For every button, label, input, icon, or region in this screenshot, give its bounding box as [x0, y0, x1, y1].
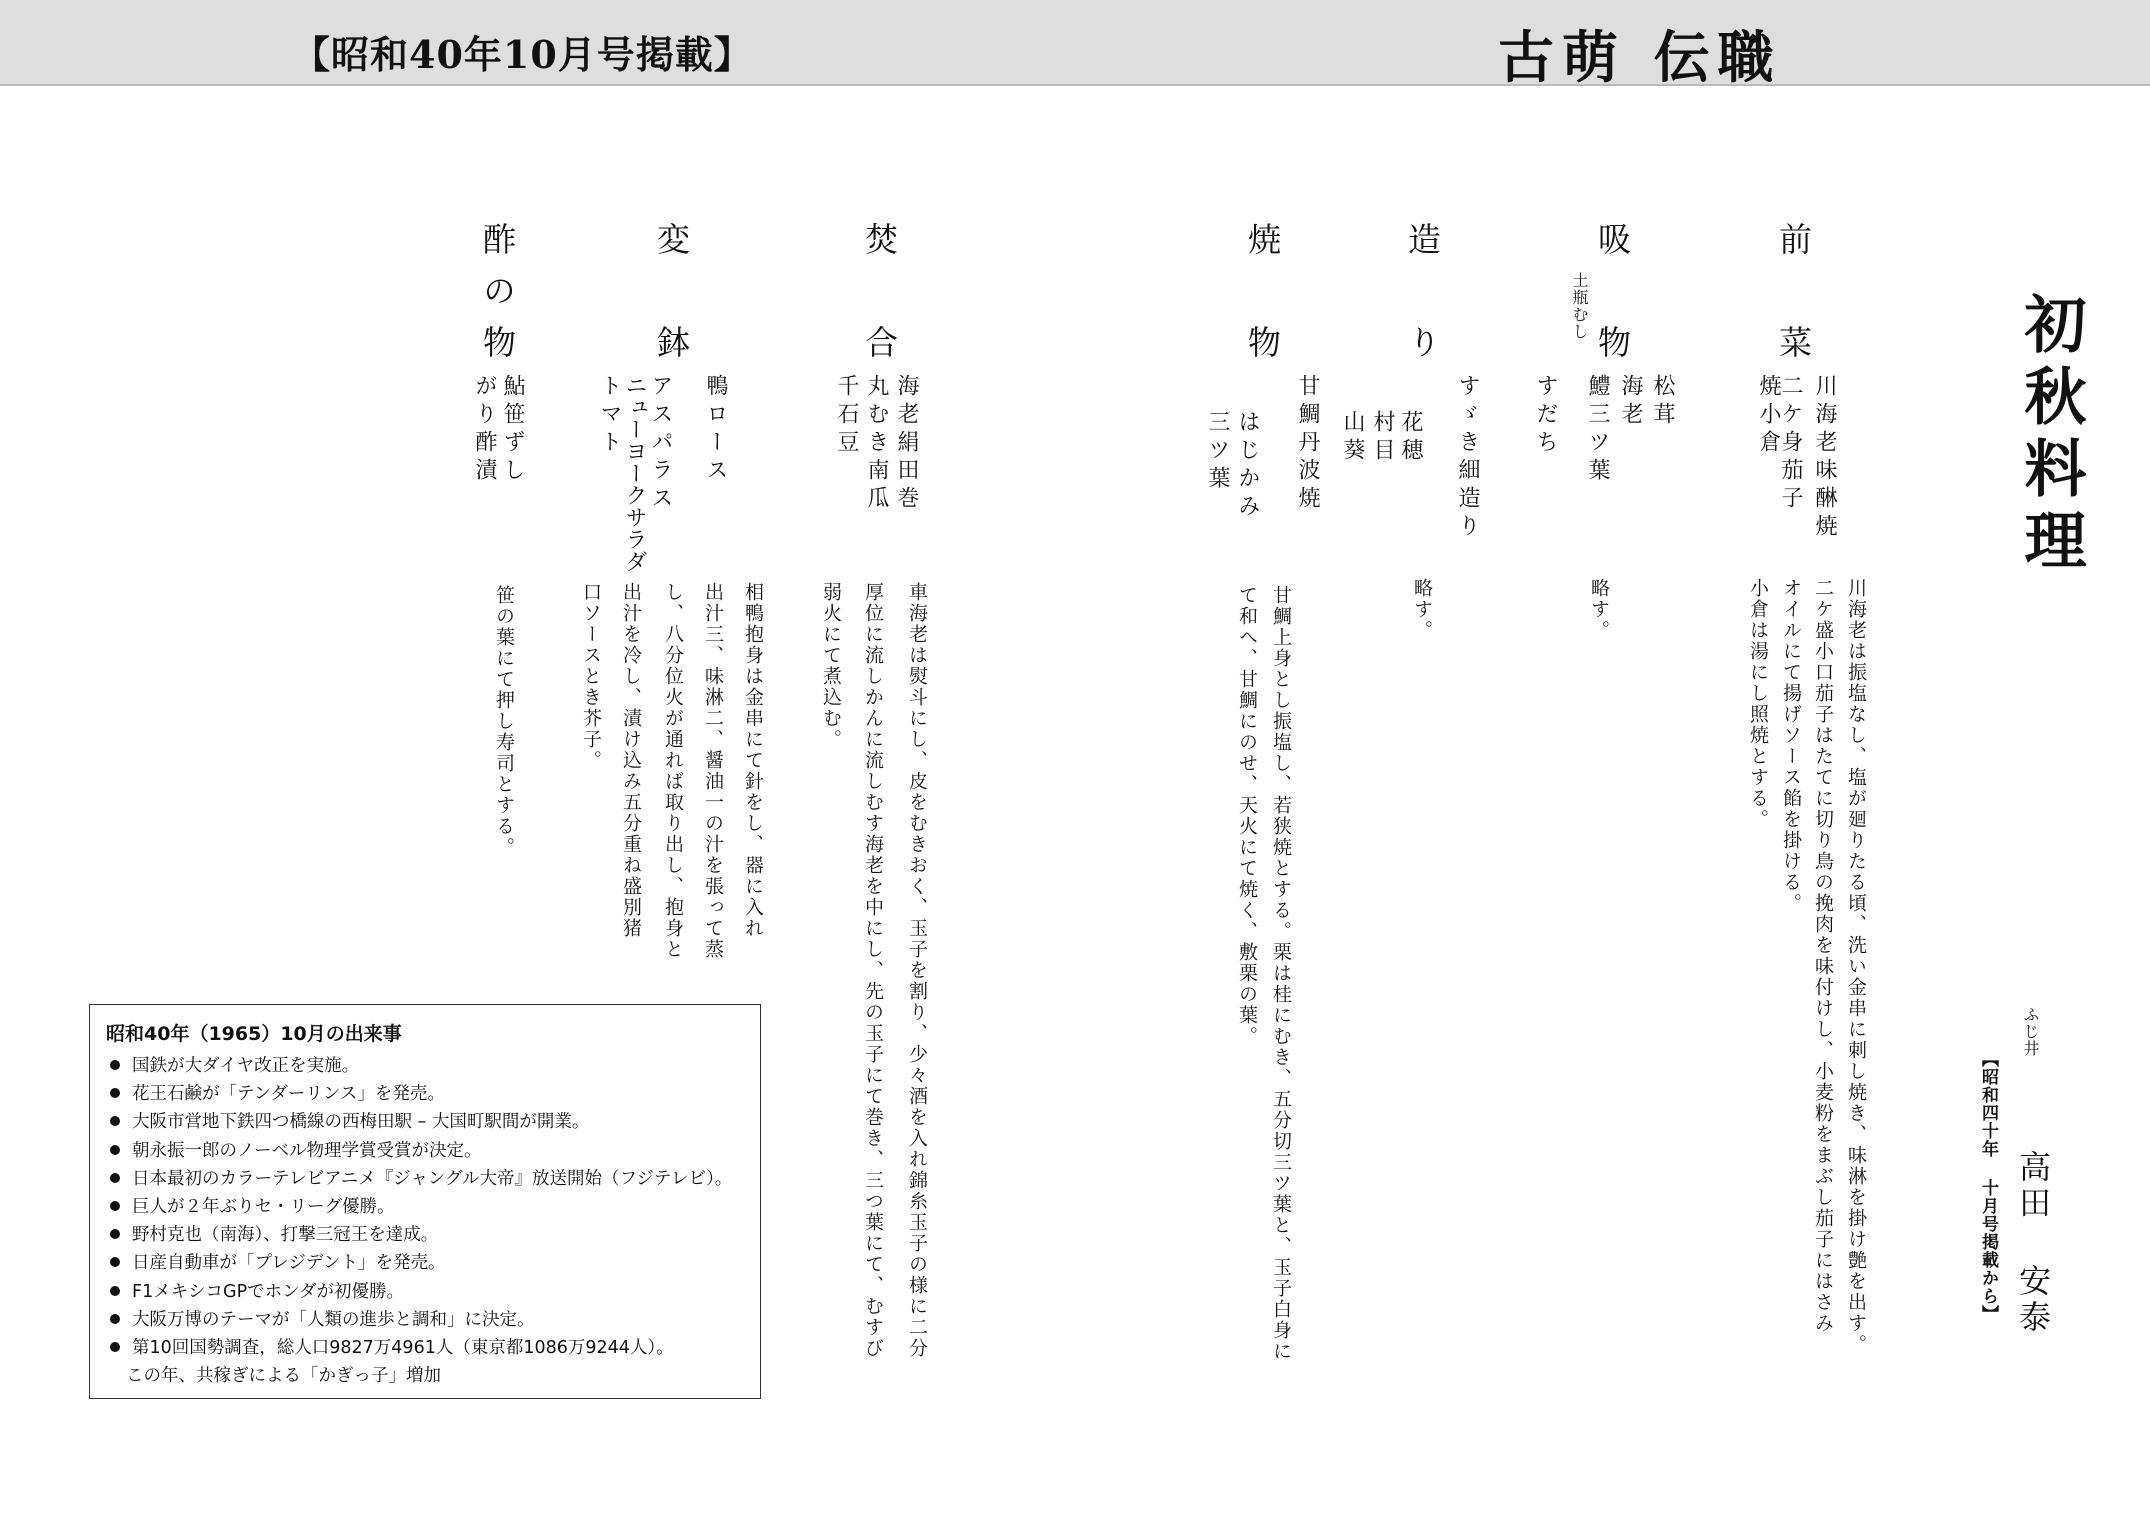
list-item: 大阪万博のテーマが「人類の進歩と調和」に決定。	[106, 1306, 744, 1334]
dish-zensai-2: 二ケ身茄子	[1778, 374, 1803, 514]
list-item: 朝永振一郎のノーベル物理学賞受賞が決定。	[106, 1137, 744, 1165]
note-zensai-1: 川海老は振塩なし、塩が廻りたる頃、洗い金串に刺し焼き、味淋を掛け艶を出す。	[1845, 578, 1867, 1355]
dish-kawaribachi-2: アスパラス	[648, 374, 673, 514]
note-kawaribachi-2: 出汁三、味淋二、醤油一の汁を張って蒸	[702, 582, 724, 960]
note-yakimono-1: 甘鯛上身とし振塩し、若狭焼とする。栗は桂にむき、五分切三ツ葉と、玉子白身に	[1270, 585, 1292, 1362]
dish-suimono-1: 松茸	[1650, 374, 1675, 430]
dish-kawaribachi-4: トマト	[597, 374, 622, 458]
author-furigana: ふじ井	[2021, 1006, 2040, 1057]
bullet-icon	[110, 1229, 120, 1239]
dish-tsukuri-4: 山葵	[1340, 410, 1365, 466]
dish-takiawase-3: 千石豆	[834, 374, 859, 458]
category-takiawase: 焚 合	[860, 222, 899, 358]
dish-yakimono-2: はじかみ	[1235, 410, 1260, 522]
events-list	[106, 1052, 744, 1362]
note-takiawase-2: 厚位に流しかんに流しむす海老を中にし、先の玉子にて巻き、三つ葉にて、むすび	[862, 582, 884, 1359]
dish-kawaribachi-1: 鴨ロース	[703, 374, 728, 486]
dish-sunomono-2: がり酢漬	[472, 374, 497, 486]
category-zensai: 前 菜	[1774, 222, 1813, 358]
events-heading: 昭和40年（1965）10月の出来事	[106, 1023, 402, 1045]
bullet-icon	[110, 1116, 120, 1126]
dish-kawaribachi-3: ニューヨークサラダ	[622, 374, 647, 572]
header-bar	[0, 0, 2150, 91]
note-kawaribachi-3: し、八分位火が通れば取り出し、抱身と	[662, 582, 684, 960]
note-tsukuri: 略す。	[1411, 578, 1433, 641]
note-zensai-4: 小倉は湯にし照焼とする。	[1747, 578, 1769, 830]
bullet-icon	[110, 1173, 120, 1183]
dish-suimono-2: 海老	[1618, 374, 1643, 430]
author-name: 高田 安泰	[2014, 1150, 2052, 1336]
list-item: 日本最初のカラーテレビアニメ『ジャングル大帝』放送開始（フジテレビ）。	[106, 1165, 744, 1193]
bullet-icon	[110, 1060, 120, 1070]
bullet-icon	[110, 1314, 120, 1324]
note-zensai-3: オイルにて揚げソース餡を掛ける。	[1780, 578, 1802, 914]
note-kawaribachi-4: 出汁を冷し、漬け込み五分重ね盛別猪	[620, 582, 642, 939]
list-item: F1メキシコGPでホンダが初優勝。	[106, 1278, 744, 1306]
category-tsukuri: 造 り	[1403, 222, 1442, 358]
dish-yakimono-3: 三ツ葉	[1205, 410, 1230, 494]
note-yakimono-2: て和へ、甘鯛にのせ、天火にて焼く、敷栗の葉。	[1236, 585, 1258, 1047]
list-item: 日産自動車が「プレジデント」を発売。	[106, 1249, 744, 1277]
dish-takiawase-1: 海老絹田巻	[894, 374, 919, 514]
category-yakimono: 焼 物	[1243, 222, 1282, 358]
dish-suimono-3: 鱧三ツ葉	[1585, 374, 1610, 486]
dish-tsukuri-1: すゞき細造り	[1455, 374, 1480, 542]
note-takiawase-3: 弱火にて煮込む。	[820, 582, 842, 750]
bullet-icon	[110, 1286, 120, 1296]
bullet-icon	[110, 1257, 120, 1267]
author-source: 【昭和四十年 十月号掲載から】	[1978, 1050, 1998, 1323]
note-sunomono: 笹の葉にて押し寿司とする。	[493, 585, 515, 858]
list-item: 花王石鹸が「テンダーリンス」を発売。	[106, 1080, 744, 1108]
category-suimono: 吸 物	[1593, 222, 1632, 358]
list-item: 大阪市営地下鉄四つ橋線の西梅田駅 – 大国町駅間が開業。	[106, 1108, 744, 1136]
publication-date: 【昭和40年10月号掲載】	[292, 32, 753, 77]
suimono-subtitle: 土瓶むし	[1570, 272, 1589, 340]
list-item: 第10回国勢調査，総人口9827万4961人（東京都1086万9244人）。	[106, 1334, 744, 1362]
bullet-icon	[110, 1342, 120, 1352]
page-title: 初秋料理	[2014, 292, 2087, 580]
list-item: 国鉄が大ダイヤ改正を実施。	[106, 1052, 744, 1080]
dish-tsukuri-2: 花穂	[1398, 410, 1423, 466]
dish-takiawase-2: 丸むき南瓜	[864, 374, 889, 514]
note-kawaribachi-5: 口ソースとき芥子。	[580, 582, 602, 771]
note-suimono: 略す。	[1588, 578, 1610, 641]
note-kawaribachi-1: 相鴨抱身は金串にて針をし、器に入れ	[742, 582, 764, 939]
category-sunomono: 酢の物	[478, 222, 517, 358]
dish-suimono-4: すだち	[1533, 374, 1558, 458]
note-zensai-2: 二ケ盛小口茄子はたてに切り鳥の挽肉を味付けし、小麦粉をまぶし茄子にはさみ	[1812, 578, 1834, 1334]
bullet-icon	[110, 1145, 120, 1155]
events-footnote: この年、共稼ぎによる「かぎっ子」増加	[126, 1366, 441, 1387]
dish-zensai-1: 川海老味醂焼	[1812, 374, 1837, 542]
brand-logo: 古萌 伝職	[1498, 25, 1782, 91]
category-kawaribachi: 変 鉢	[652, 222, 691, 358]
dish-sunomono-1: 鮎笹ずし	[500, 374, 525, 486]
list-item: 巨人が２年ぶりセ・リーグ優勝。	[106, 1193, 744, 1221]
dish-yakimono-1: 甘鯛丹波焼	[1295, 374, 1320, 514]
bullet-icon	[110, 1201, 120, 1211]
events-box	[89, 1004, 761, 1399]
dish-zensai-3: 焼小倉	[1756, 374, 1781, 458]
bullet-icon	[110, 1088, 120, 1098]
list-item: 野村克也（南海）、打撃三冠王を達成。	[106, 1221, 744, 1249]
dish-tsukuri-3: 村目	[1370, 410, 1395, 466]
note-takiawase-1: 車海老は熨斗にし、皮をむきおく、玉子を割り、少々酒を入れ錦糸玉子の様に二分	[906, 582, 928, 1359]
